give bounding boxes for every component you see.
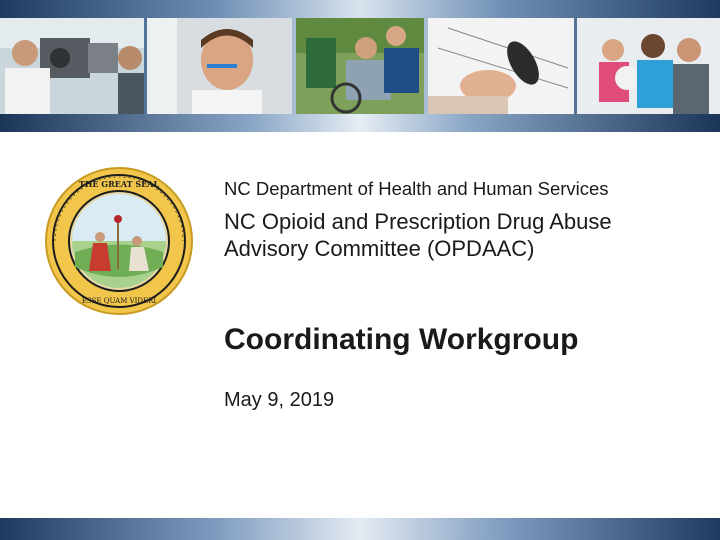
svg-text:THE GREAT SEAL: THE GREAT SEAL <box>78 179 160 189</box>
footer-band <box>0 518 720 540</box>
slide-date: May 9, 2019 <box>224 389 335 411</box>
child-brushing-teeth-photo <box>147 18 292 114</box>
nc-state-seal <box>45 167 193 315</box>
caregiver-with-patient-photo <box>296 18 424 114</box>
banner-shade <box>0 114 720 132</box>
department-name: NC Department of Health and Human Services <box>224 178 609 199</box>
pediatric-visit-photo <box>577 18 720 114</box>
slide-title: Coordinating Workgroup <box>224 323 579 356</box>
committee-name: NC Opioid and Prescription Drug Abuse Advisory Committee (OPDAAC) <box>224 209 612 261</box>
svg-text:ESSE QUAM VIDERI: ESSE QUAM VIDERI <box>81 297 157 305</box>
newborn-footprint-photo <box>428 18 574 114</box>
eye-exam-photo <box>0 18 144 114</box>
header-photo-banner <box>0 0 720 132</box>
